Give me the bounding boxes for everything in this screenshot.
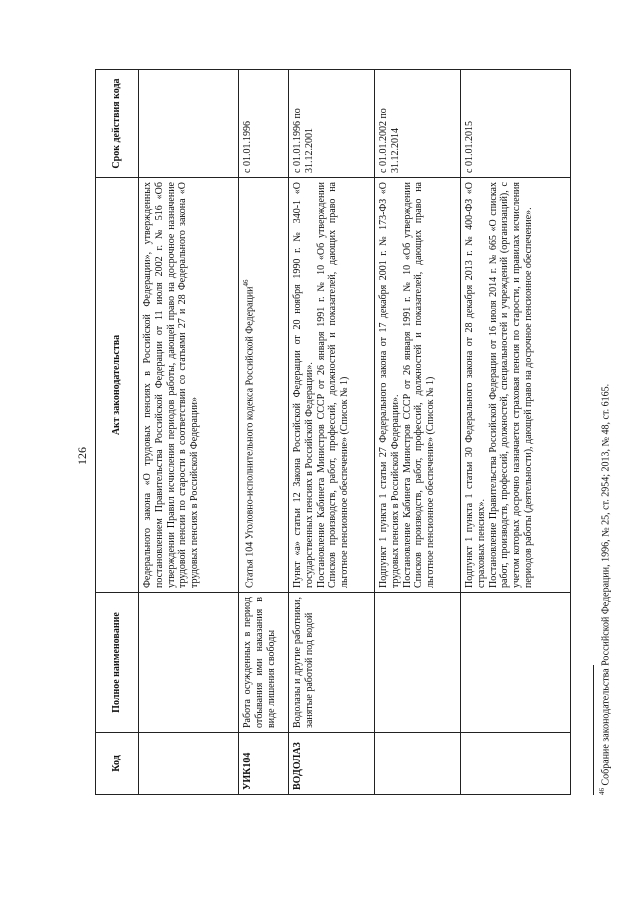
act-paragraph — [242, 182, 256, 588]
row-name — [139, 593, 239, 733]
row-code — [139, 733, 239, 795]
row-act — [289, 178, 375, 593]
table-header-row — [96, 70, 139, 795]
footnote-mark: 46 — [598, 788, 606, 795]
footnote-separator — [593, 665, 594, 795]
row-act — [461, 178, 571, 593]
row-code — [375, 733, 461, 795]
table-row — [139, 70, 239, 795]
row-act — [375, 178, 461, 593]
act-paragraph: Подпункт 1 пункта 1 статьи 27 Федерального закона от 17 декабря 2001 г. № 173-ФЗ «О трудовых пенсиях в Российской Федерации». — [378, 182, 401, 588]
act-paragraph: Подпункт 1 пункта 1 статьи 30 Федерального закона от 28 декабря 2013 г. № 400-ФЗ «О страховых пенсиях». — [464, 182, 487, 588]
table-row — [289, 70, 375, 795]
footnote-reference: 46 — [242, 279, 250, 287]
row-term — [139, 70, 239, 178]
act-text: Статья 104 Уголовно-исполнительного кодекса Российской Федерации — [244, 286, 256, 588]
row-term: с 01.01.2002 по 31.12.2014 — [375, 70, 461, 178]
row-term: с 01.01.2015 — [461, 70, 571, 178]
row-name — [375, 593, 461, 733]
table-row — [461, 70, 571, 795]
act-paragraph: Пункт «а» статьи 12 Закона Российской Федерации от 20 ноября 1990 г. № 340-1 «О государственных пенсиях в Российской Федерации». — [292, 182, 315, 588]
footnote-text: Собрание законодательства Российской Федерации, 1996, № 25, ст. 2954; 2013, № 48, ст. 6165. — [600, 383, 612, 786]
row-code: УИК104 — [239, 733, 289, 795]
codes-table — [95, 69, 571, 795]
header-term: Срок действия кода — [96, 70, 139, 178]
row-term: с 01.01.1996 — [239, 70, 289, 178]
act-paragraph: Постановление Кабинета Министров СССР от 26 января 1991 г. № 10 «Об утверждении Списков производств, работ, профессий, должностей и показателей, дающих право на льготное пенсионное обеспечение» (Список № 1) — [315, 182, 351, 588]
row-name — [461, 593, 571, 733]
row-act — [139, 178, 239, 593]
header-act: Акт законодательства — [96, 178, 139, 593]
row-code — [461, 733, 571, 795]
footnote — [598, 384, 611, 795]
row-act — [239, 178, 289, 593]
act-paragraph: Постановление Кабинета Министров СССР от 26 января 1991 г. № 10 «Об утверждении Списков производств, работ, профессий, должностей и показателей, дающих право на льготное пенсионное обеспечение» (Список № 1) — [401, 182, 437, 588]
page-number: 126 — [75, 447, 89, 465]
table-row — [375, 70, 461, 795]
act-paragraph: Федерального закона «О трудовых пенсиях в Российской Федерации», утвержденных постановлением Правительства Российской Федерации от 11 июля 2002 г. № 516 «Об утверждении Правил исчисления периодов работы, дающей право на досрочное назначение трудовой пенсии по старости в соответствии со статьями 27 и 28 Федерального закона «О трудовых пенсиях в Российской Федерации» — [142, 182, 201, 588]
act-paragraph: Постановление Правительства Российской Федерации от 16 июля 2014 г. № 665 «О списках работ, производств, профессий, должностей, специальностей и учреждений (организаций), с учетом которых досрочно назначается страховая пенсия по старости, и правилах исчисления периодов работы (деятельности), дающей право на досрочное пенсионное обеспечение». — [487, 182, 534, 588]
header-code: Код — [96, 733, 139, 795]
table-row — [239, 70, 289, 795]
row-name: Работа осужденных в период отбывания ими наказания в виде лишения свободы — [239, 593, 289, 733]
header-name: Полное наименование — [96, 593, 139, 733]
row-term: с 01.01.1996 по 31.12.2001 — [289, 70, 375, 178]
row-name: Водолазы и другие работники, занятые работой под водой — [289, 593, 375, 733]
row-code: ВОДОЛАЗ — [289, 733, 375, 795]
